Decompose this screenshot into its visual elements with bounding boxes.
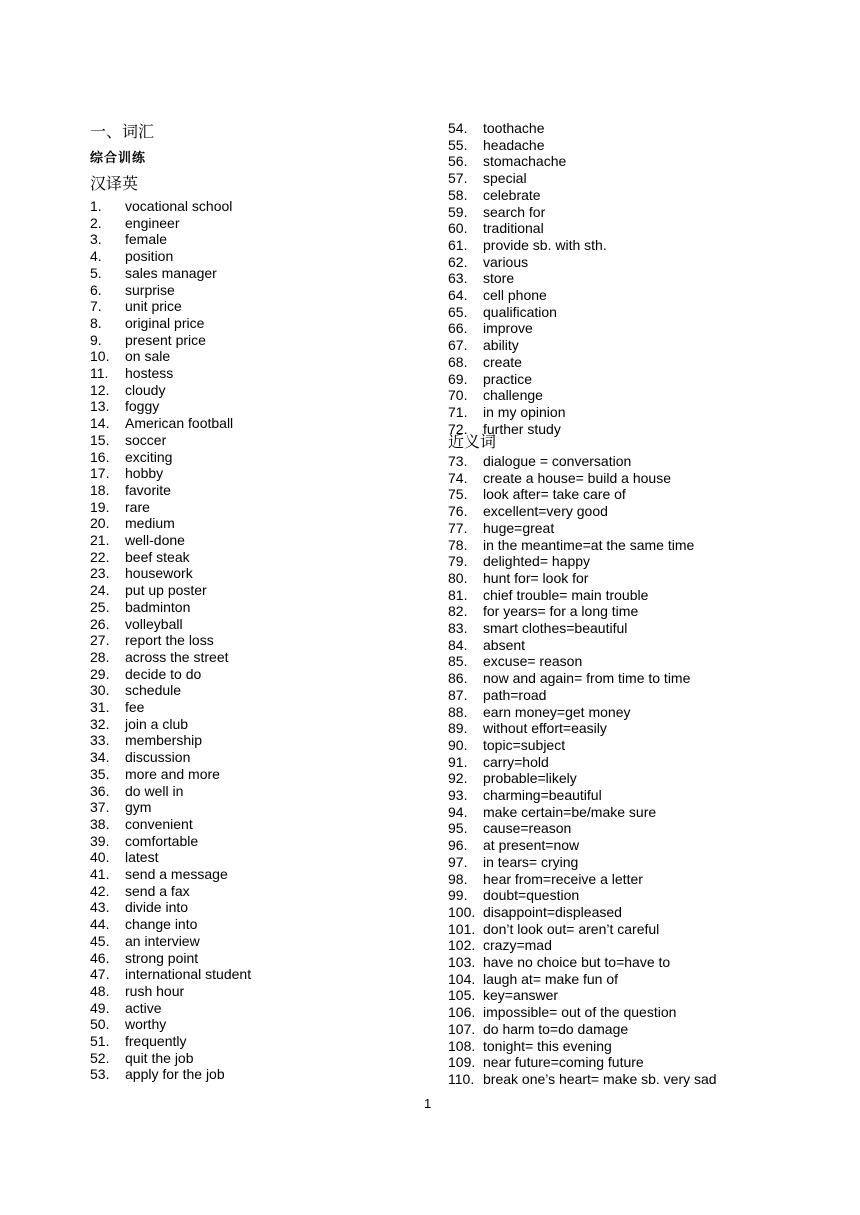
item-text: comfortable: [125, 832, 199, 849]
item-number: 18.: [90, 481, 110, 498]
item-text: laugh at= make fun of: [483, 970, 619, 987]
item-text: hunt for= look for: [483, 569, 589, 586]
item-text: present price: [125, 331, 206, 348]
item-number: 7.: [90, 298, 102, 315]
item-text: disappoint=displeased: [483, 903, 622, 920]
item-text: vocational school: [125, 198, 233, 214]
item-text: crazy=mad: [483, 937, 552, 954]
item-text: special: [483, 170, 527, 187]
item-text: carry=hold: [483, 753, 549, 770]
item-text: do harm to=do damage: [483, 1020, 629, 1037]
item-number: 45.: [90, 932, 110, 949]
item-number: 10.: [90, 348, 110, 365]
item-number: 26.: [90, 615, 110, 632]
item-number: 66.: [448, 320, 468, 337]
item-number: 39.: [90, 832, 110, 849]
item-text: hostess: [125, 365, 174, 381]
item-number: 87.: [448, 686, 468, 703]
item-text: challenge: [483, 387, 543, 404]
item-text: frequently: [125, 1033, 187, 1049]
item-text: probable=likely: [483, 770, 577, 787]
item-number: 6.: [90, 281, 102, 298]
item-number: 88.: [448, 703, 468, 720]
item-text: hear from=receive a letter: [483, 870, 643, 887]
item-number: 27.: [90, 632, 110, 649]
item-number: 92.: [448, 770, 468, 787]
item-text: surprise: [125, 281, 175, 298]
item-number: 1.: [90, 198, 102, 214]
item-text: decide to do: [125, 665, 202, 682]
item-text: headache: [483, 136, 545, 153]
item-text: impossible= out of the question: [483, 1004, 677, 1021]
item-number: 76.: [448, 503, 468, 520]
item-text: further study: [483, 420, 561, 437]
item-text: female: [125, 231, 168, 248]
item-number: 8.: [90, 314, 102, 331]
item-text: send a fax: [125, 882, 190, 899]
item-text: store: [483, 270, 515, 287]
item-number: 89.: [448, 720, 468, 737]
item-text: on sale: [125, 348, 171, 365]
item-number: 46.: [90, 949, 110, 966]
item-number: 105.: [448, 987, 476, 1004]
item-number: 38.: [90, 815, 110, 832]
item-text: do well in: [125, 782, 184, 799]
item-text: look after= take care of: [483, 486, 626, 503]
item-text: various: [483, 253, 529, 270]
item-number: 60.: [448, 220, 468, 237]
item-text: across the street: [125, 648, 229, 665]
item-text: hobby: [125, 465, 164, 482]
item-number: 68.: [448, 353, 468, 370]
item-number: 59.: [448, 203, 468, 220]
item-text: change into: [125, 916, 198, 933]
item-text: strong point: [125, 949, 199, 966]
item-text: doubt=question: [483, 887, 580, 904]
item-number: 85.: [448, 653, 468, 670]
item-text: cloudy: [125, 381, 166, 398]
item-number: 80.: [448, 569, 468, 586]
item-text: charming=beautiful: [483, 787, 602, 803]
item-number: 79.: [448, 553, 468, 570]
item-number: 98.: [448, 870, 468, 887]
item-number: 53.: [90, 1066, 110, 1083]
item-text: at present=now: [483, 837, 580, 854]
item-number: 5.: [90, 264, 102, 281]
item-text: sales manager: [125, 264, 217, 281]
item-number: 69.: [448, 370, 468, 387]
item-text: near future=coming future: [483, 1054, 644, 1071]
item-text: apply for the job: [125, 1066, 225, 1083]
item-number: 42.: [90, 882, 110, 899]
item-number: 49.: [90, 999, 110, 1016]
item-text: without effort=easily: [483, 720, 607, 737]
item-text: smart clothes=beautiful: [483, 620, 628, 636]
item-text: make certain=be/make sure: [483, 803, 657, 820]
item-text: huge=great: [483, 519, 555, 536]
item-number: 55.: [448, 136, 468, 153]
item-number: 44.: [90, 916, 110, 933]
item-text: rare: [125, 498, 150, 515]
item-text: active: [125, 999, 162, 1016]
item-text: more and more: [125, 765, 220, 782]
item-number: 34.: [90, 749, 110, 766]
item-number: 97.: [448, 853, 468, 870]
item-number: 17.: [90, 465, 110, 482]
item-number: 108.: [448, 1037, 476, 1054]
item-number: 101.: [448, 920, 476, 937]
item-number: 30.: [90, 682, 110, 699]
item-number: 103.: [448, 954, 476, 970]
item-number: 70.: [448, 387, 468, 404]
item-text: soccer: [125, 431, 167, 448]
right-heading: 近义词: [448, 434, 497, 451]
item-text: have no choice but to=have to: [483, 954, 671, 970]
item-text: break one’s heart= make sb. very sad: [483, 1070, 717, 1087]
item-text: worthy: [125, 1016, 167, 1033]
item-number: 93.: [448, 787, 468, 803]
item-number: 94.: [448, 803, 468, 820]
item-text: divide into: [125, 899, 189, 916]
item-number: 4.: [90, 248, 102, 265]
item-text: original price: [125, 314, 205, 331]
item-number: 107.: [448, 1020, 476, 1037]
item-text: improve: [483, 320, 533, 337]
item-text: well-done: [125, 532, 185, 548]
item-number: 23.: [90, 565, 110, 582]
item-number: 95.: [448, 820, 468, 837]
item-text: American football: [125, 415, 234, 432]
item-text: stomachache: [483, 153, 567, 170]
item-number: 63.: [448, 270, 468, 287]
item-number: 20.: [90, 515, 110, 532]
item-number: 31.: [90, 699, 110, 715]
item-text: celebrate: [483, 186, 541, 203]
subtitle: 综合训练: [90, 150, 147, 165]
item-number: 100.: [448, 903, 476, 920]
item-text: favorite: [125, 481, 171, 498]
item-number: 58.: [448, 186, 468, 203]
item-number: 43.: [90, 899, 110, 916]
item-text: create a house= build a house: [483, 469, 671, 486]
item-number: 86.: [448, 670, 468, 687]
item-text: in the meantime=at the same time: [483, 536, 695, 553]
item-number: 52.: [90, 1049, 110, 1066]
item-number: 35.: [90, 765, 110, 782]
item-text: gym: [125, 799, 152, 816]
item-number: 73.: [448, 453, 468, 469]
item-text: search for: [483, 203, 546, 220]
item-text: membership: [125, 732, 203, 749]
item-number: 25.: [90, 598, 110, 615]
item-number: 2.: [90, 214, 102, 231]
item-text: qualification: [483, 303, 557, 320]
item-number: 84.: [448, 636, 468, 653]
item-text: unit price: [125, 298, 182, 315]
item-number: 19.: [90, 498, 110, 515]
page-number: 1: [424, 1096, 432, 1111]
item-text: volleyball: [125, 615, 183, 632]
item-text: rush hour: [125, 982, 185, 999]
item-number: 72.: [448, 420, 468, 437]
item-number: 57.: [448, 170, 468, 187]
item-number: 16.: [90, 448, 110, 465]
item-number: 47.: [90, 966, 110, 983]
item-number: 40.: [90, 849, 110, 866]
item-number: 29.: [90, 665, 110, 682]
item-number: 36.: [90, 782, 110, 799]
item-number: 91.: [448, 753, 468, 770]
item-text: toothache: [483, 120, 545, 136]
item-text: cause=reason: [483, 820, 572, 837]
item-number: 22.: [90, 548, 110, 565]
item-text: join a club: [125, 715, 189, 732]
item-text: path=road: [483, 686, 547, 703]
item-number: 14.: [90, 415, 110, 432]
item-text: tonight= this evening: [483, 1037, 612, 1054]
item-number: 48.: [90, 982, 110, 999]
item-number: 78.: [448, 536, 468, 553]
item-number: 33.: [90, 732, 110, 749]
item-number: 50.: [90, 1016, 110, 1033]
item-number: 13.: [90, 398, 110, 415]
item-number: 99.: [448, 887, 468, 904]
left-heading: 汉译英: [90, 176, 139, 193]
item-text: housework: [125, 565, 193, 582]
item-text: fee: [125, 699, 145, 715]
item-number: 64.: [448, 287, 468, 303]
item-number: 90.: [448, 736, 468, 753]
item-number: 11.: [90, 365, 109, 381]
item-text: key=answer: [483, 987, 559, 1004]
item-text: exciting: [125, 448, 173, 465]
item-text: topic=subject: [483, 736, 566, 753]
item-text: create: [483, 353, 522, 370]
item-number: 56.: [448, 153, 468, 170]
item-number: 81.: [448, 586, 468, 603]
item-text: medium: [125, 515, 175, 532]
item-text: practice: [483, 370, 533, 387]
item-text: dialogue = conversation: [483, 453, 632, 469]
item-text: discussion: [125, 749, 191, 766]
item-text: provide sb. with sth.: [483, 236, 607, 253]
item-text: in my opinion: [483, 403, 566, 420]
item-number: 51.: [90, 1033, 110, 1049]
item-text: delighted= happy: [483, 553, 591, 570]
item-text: latest: [125, 849, 159, 866]
item-text: don’t look out= aren’t careful: [483, 920, 660, 937]
item-text: now and again= from time to time: [483, 670, 691, 687]
item-text: in tears= crying: [483, 853, 579, 870]
item-text: schedule: [125, 682, 182, 699]
item-number: 109.: [448, 1054, 476, 1071]
item-number: 104.: [448, 970, 476, 987]
item-text: earn money=get money: [483, 703, 631, 720]
item-text: ability: [483, 337, 519, 354]
item-number: 71.: [448, 403, 468, 420]
item-text: excuse= reason: [483, 653, 583, 670]
item-number: 83.: [448, 620, 468, 636]
item-text: excellent=very good: [483, 503, 608, 520]
item-text: traditional: [483, 220, 544, 237]
item-number: 102.: [448, 937, 476, 954]
item-number: 106.: [448, 1004, 476, 1021]
item-number: 3.: [90, 231, 102, 248]
item-text: for years= for a long time: [483, 603, 639, 620]
item-text: foggy: [125, 398, 160, 415]
item-number: 32.: [90, 715, 110, 732]
item-number: 75.: [448, 486, 468, 503]
item-text: report the loss: [125, 632, 214, 649]
item-number: 96.: [448, 837, 468, 854]
item-number: 28.: [90, 648, 110, 665]
item-number: 82.: [448, 603, 468, 620]
item-text: send a message: [125, 866, 228, 882]
item-number: 67.: [448, 337, 468, 354]
item-text: an interview: [125, 932, 200, 949]
item-number: 9.: [90, 331, 102, 348]
item-text: put up poster: [125, 582, 207, 599]
item-number: 12.: [90, 381, 110, 398]
item-number: 41.: [90, 866, 110, 882]
item-number: 77.: [448, 519, 468, 536]
item-text: absent: [483, 636, 526, 653]
item-text: chief trouble= main trouble: [483, 586, 649, 603]
item-text: badminton: [125, 598, 191, 615]
item-text: convenient: [125, 815, 193, 832]
item-text: engineer: [125, 214, 180, 231]
item-text: cell phone: [483, 287, 547, 303]
item-text: beef steak: [125, 548, 190, 565]
item-number: 62.: [448, 253, 468, 270]
item-number: 65.: [448, 303, 468, 320]
section-title: 一、词汇: [90, 124, 155, 141]
item-number: 61.: [448, 236, 468, 253]
item-text: quit the job: [125, 1049, 194, 1066]
item-number: 74.: [448, 469, 468, 486]
item-number: 54.: [448, 120, 468, 136]
item-number: 15.: [90, 431, 110, 448]
item-text: international student: [125, 966, 252, 983]
item-text: position: [125, 248, 174, 265]
item-number: 21.: [90, 532, 110, 548]
item-number: 24.: [90, 582, 110, 599]
item-number: 110.: [448, 1070, 475, 1087]
item-number: 37.: [90, 799, 110, 816]
